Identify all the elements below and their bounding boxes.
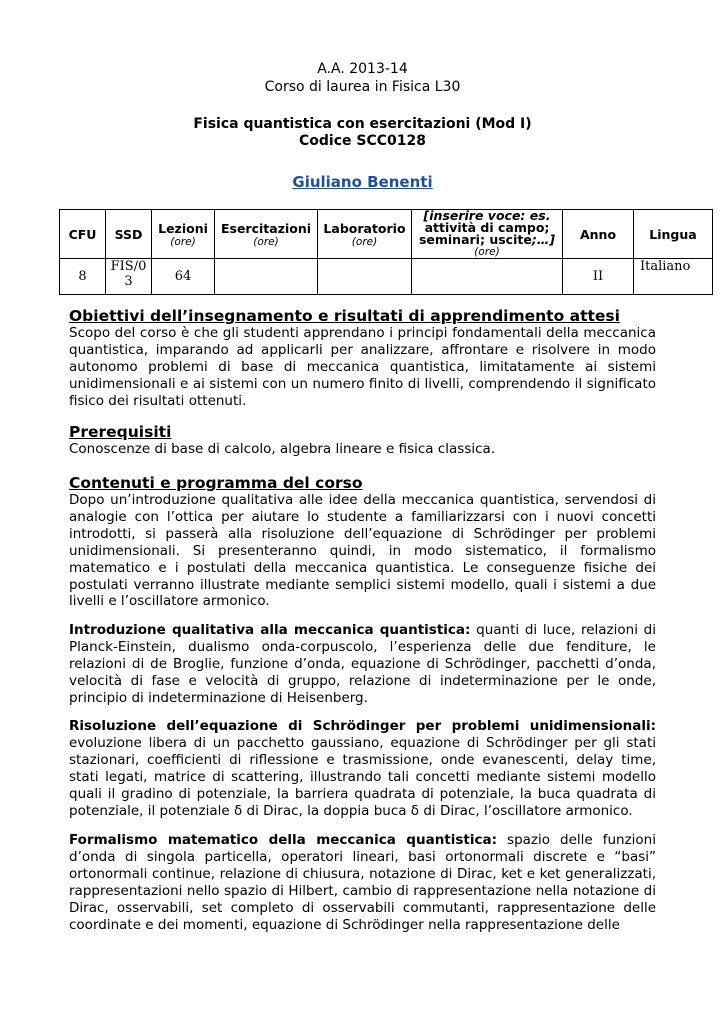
header-esercitazioni-unit: (ore) <box>253 235 279 248</box>
section-risoluzione <box>69 718 656 819</box>
header-altro-bold: attività di campo; seminari; uscite <box>418 220 550 247</box>
header-esercitazioni-label: Esercitazioni <box>220 220 312 236</box>
formalismo-paragraph <box>69 832 656 933</box>
header-altro-prefix: [inserire voce: es. <box>423 208 551 223</box>
section-obiettivi <box>69 307 656 410</box>
table-header-row <box>60 210 713 259</box>
table-row <box>60 259 713 295</box>
section-introduzione <box>69 622 656 707</box>
obiettivi-title: Obiettivi dell’insegnamento e risultati di apprendimento attesi <box>69 307 620 325</box>
header-lezioni <box>152 210 215 259</box>
cell-cfu: 8 <box>60 259 106 295</box>
introduzione-paragraph <box>69 622 656 707</box>
contenuti-title: Contenuti e programma del corso <box>69 474 363 492</box>
instructor-name-wrap <box>0 174 725 192</box>
introduzione-heading: Introduzione qualitativa alla meccanica quantistica: <box>69 622 471 638</box>
section-formalismo <box>69 832 656 933</box>
obiettivi-text: Scopo del corso è che gli studenti apprendano i principi fondamentali della meccanica quantistica, imparando ad applicarli per analizzare, affrontare e risolvere in modo autonomo problemi di base di meccanica quantistica, limitatamente ai sistemi unidimensionali e ai sistemi con un numero finito di livelli, comprendendo il significato fisico dei risultati ottenuti. <box>69 325 656 409</box>
course-title: Fisica quantistica con esercitazioni (Mod I) <box>193 116 532 132</box>
cell-anno: II <box>563 259 634 295</box>
formalismo-heading: Formalismo matematico della meccanica quantistica: <box>69 832 498 848</box>
risoluzione-text: evoluzione libera di un pacchetto gaussiano, equazione di Schrödinger per gli stati stazionari, coefficienti di riflessione e trasmissione, onde evanescenti, delay time, stati legati, matrice di scattering, illustrando tali concetti mediante sistemi modello quali il gradino di potenziale, la barriera quadrata di potenziale, la buca quadrata di potenziale, il potenziale δ di Dirac, la doppia buca δ di Dirac, l’oscillatore armonico. <box>69 734 656 819</box>
formalismo-text: spazio delle funzioni d’onda di singola particella, operatori lineari, basi ortonormali discrete e “basi” ortonormali continue, relazione di chiusura, notazione di Dirac, ket e ket generalizzati, rappresentazioni nello spazio di Hilbert, cambio di rappresentazione nella notazione di Dirac, osservabili, set completo di osservabili commutanti, rappresentazione delle coordinate e dei momenti, equazione di Schrödinger nella rappresentazione delle <box>69 832 656 933</box>
cell-lezioni: 64 <box>152 259 215 295</box>
header-ssd: SSD <box>106 210 152 259</box>
degree-program: Corso di laurea in Fisica L30 <box>264 79 461 95</box>
header-cfu: CFU <box>60 210 106 259</box>
header-lingua: Lingua <box>634 210 713 259</box>
header-laboratorio <box>318 210 412 259</box>
academic-year: A.A. 2013-14 <box>317 61 408 77</box>
risoluzione-heading: Risoluzione dell’equazione di Schrödinger per problemi unidimensionali: <box>69 718 656 734</box>
cell-altro <box>412 259 563 295</box>
prerequisiti-title: Prerequisiti <box>69 423 172 441</box>
cell-lingua: Italiano <box>634 259 713 295</box>
header-lezioni-unit: (ore) <box>170 235 196 248</box>
header-altro <box>412 210 563 259</box>
header-esercitazioni <box>215 210 318 259</box>
prerequisiti-text: Conoscenze di base di calcolo, algebra lineare e fisica classica. <box>69 441 496 457</box>
header-altro-unit: (ore) <box>474 246 500 258</box>
instructor-name[interactable]: Giuliano Benenti <box>292 173 433 191</box>
section-prerequisiti <box>69 423 656 458</box>
cell-ssd-line1: FIS/0 <box>110 259 147 274</box>
cell-ssd-line2: 3 <box>124 274 133 289</box>
contenuti-text: Dopo un’introduzione qualitativa alle idee della meccanica quantistica, servendosi di analogie con l’ottica per aiutare lo studente a familiarizzarsi con i nuovi concetti introdotti, si passerà alla risoluzione dell’equazione di Schrödinger per problemi unidimensionali. Si presenteranno quindi, in modo sistematico, il formalismo matematico e i postulati della meccanica quantistica. Le conseguenze fisiche dei postulati verranno illustrate mediante semplici sistemi modello, quali i sistemi a due livelli e l’oscillatore armonico. <box>69 492 656 610</box>
cell-ssd <box>106 259 152 295</box>
course-info-table <box>59 209 713 295</box>
course-code: Codice SCC0128 <box>299 133 426 149</box>
cell-esercitazioni <box>215 259 318 295</box>
header-laboratorio-unit: (ore) <box>351 235 378 248</box>
header-laboratorio-label: Laboratorio <box>323 220 406 236</box>
header-anno: Anno <box>563 210 634 259</box>
section-contenuti <box>69 474 656 610</box>
cell-laboratorio <box>318 259 412 295</box>
risoluzione-paragraph <box>69 718 656 819</box>
introduzione-text: quanti di luce, relazioni di Planck-Einstein, dualismo onda-corpuscolo, l’esperienza delle due fenditure, le relazioni di de Broglie, funzione d’onda, equazione di Schrödinger, pacchetti d’onda, velocità di fase e velocità di gruppo, relazione di indeterminazione per le onde, principio di indeterminazione di Heisenberg. <box>69 622 656 706</box>
header-lezioni-label: Lezioni <box>158 220 208 236</box>
header-altro-suffix: ;…] <box>531 232 556 247</box>
